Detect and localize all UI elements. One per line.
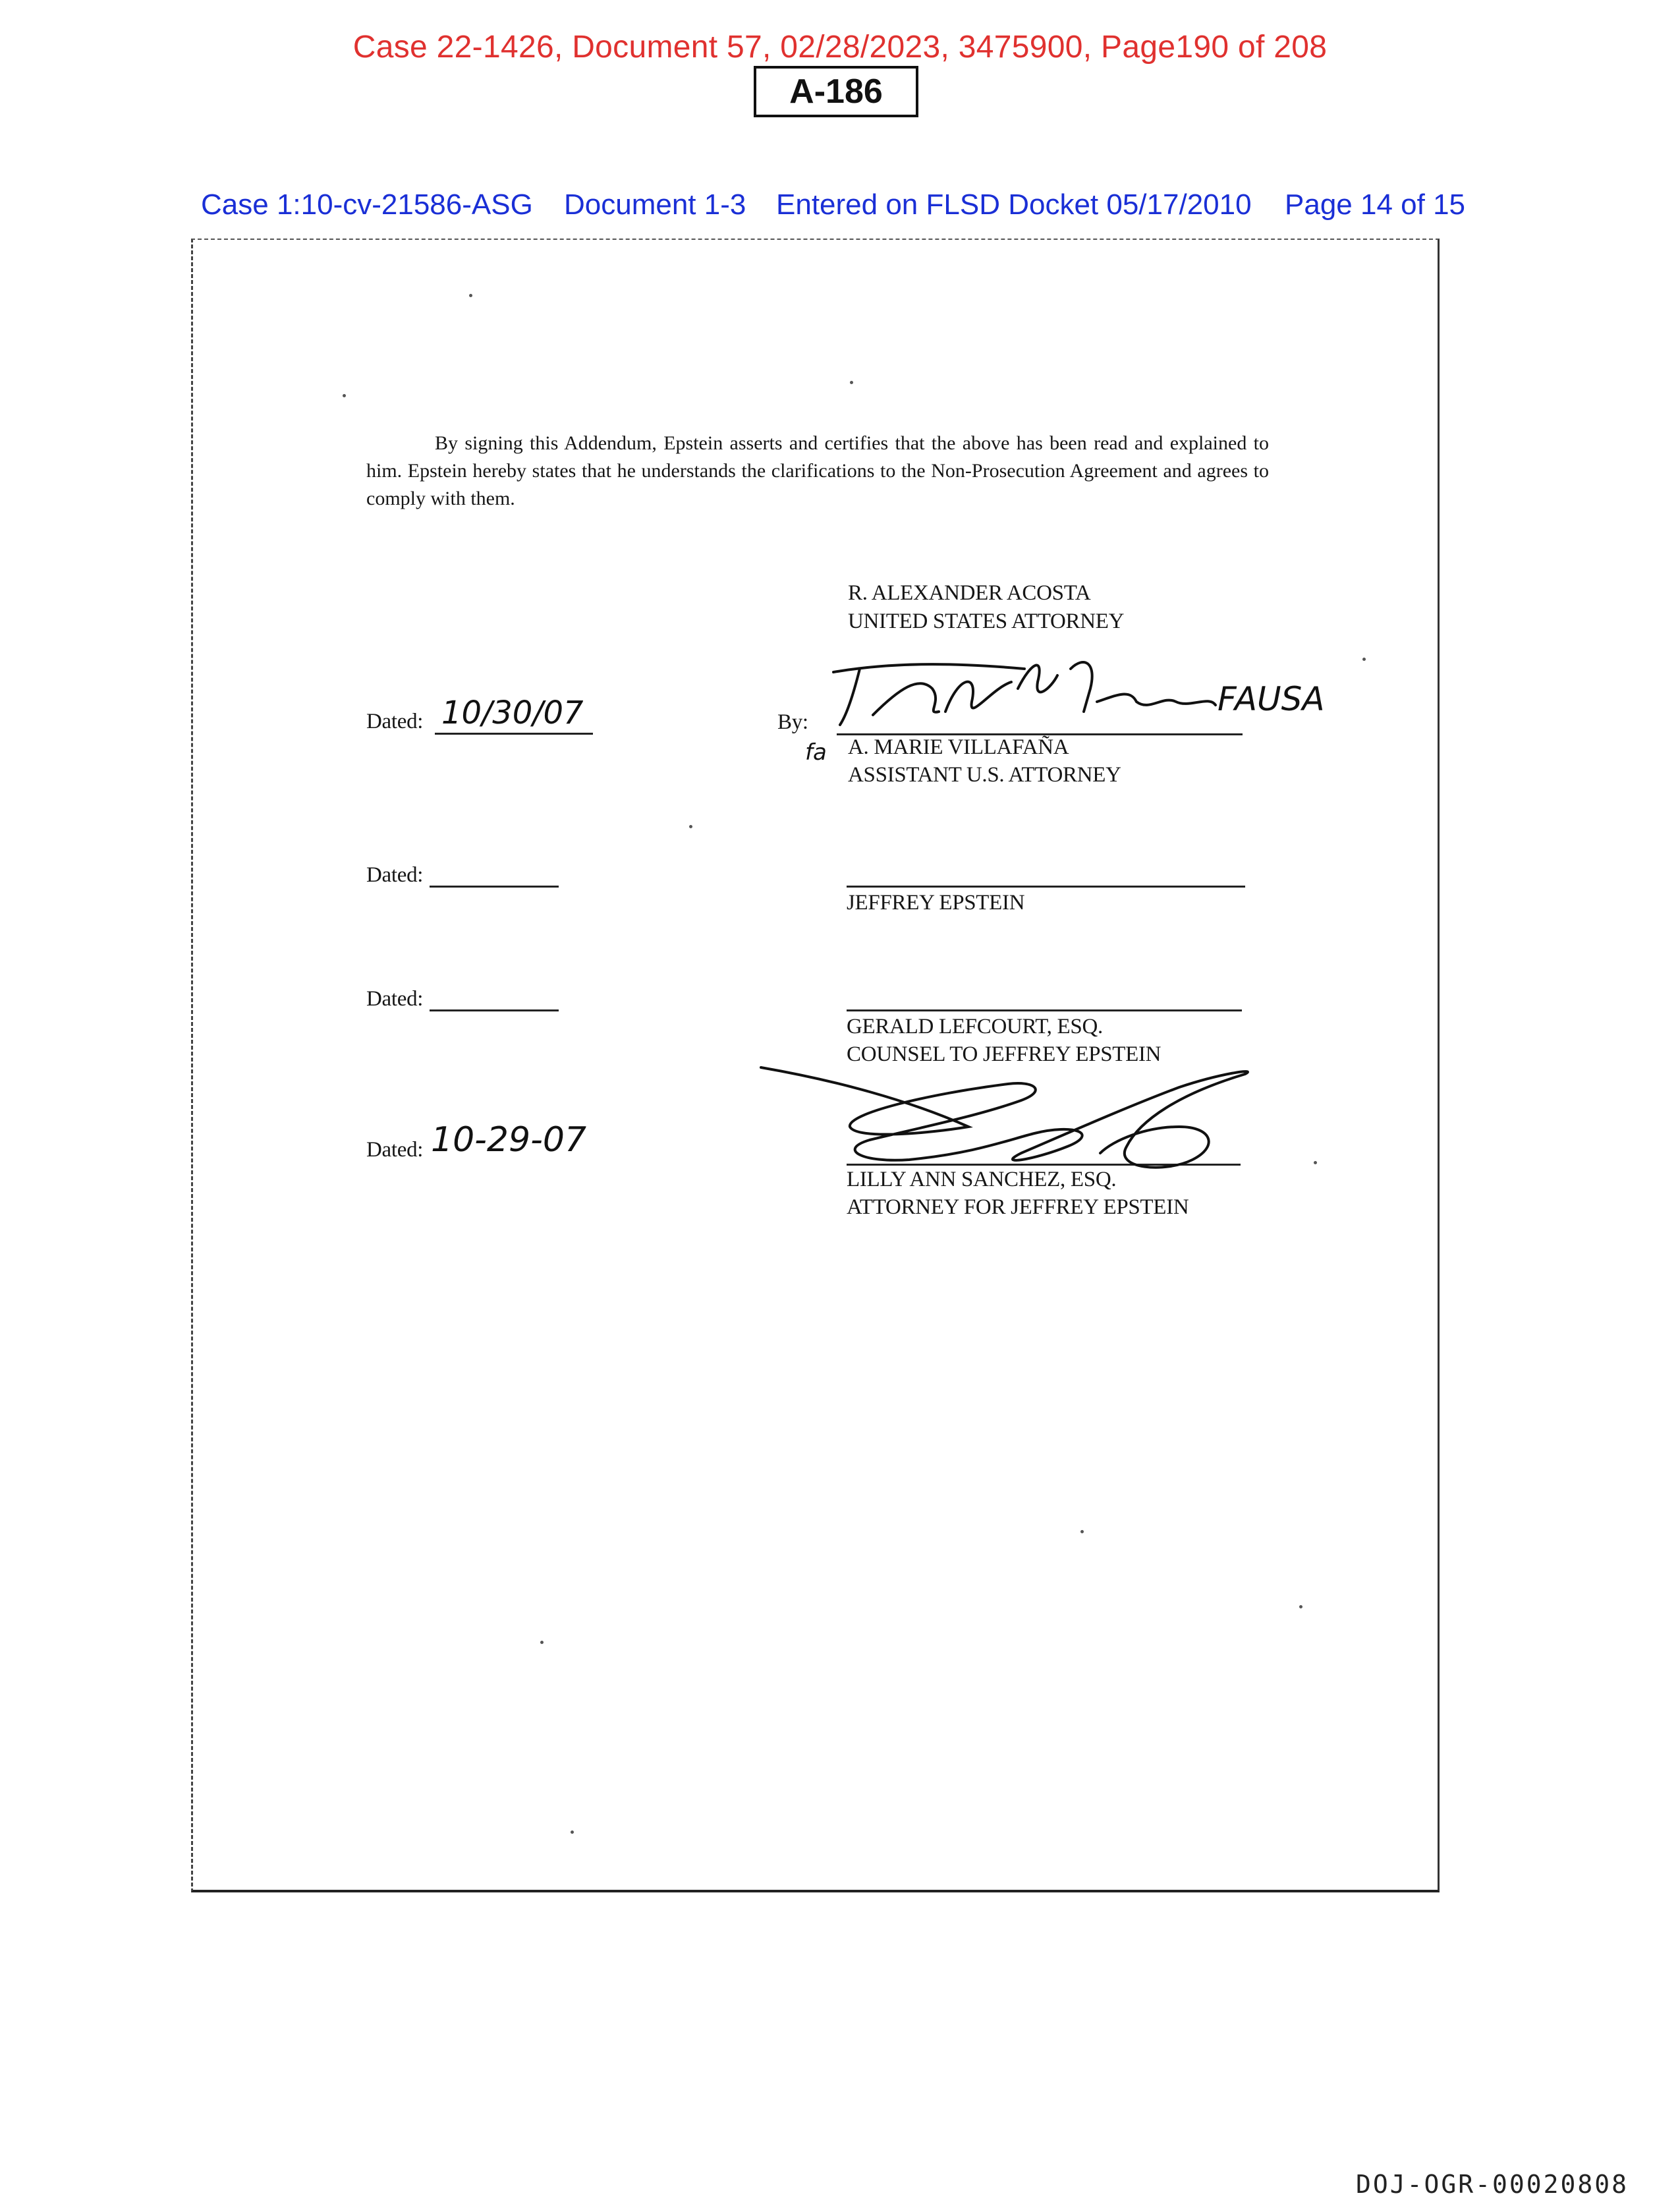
dated-label-2: Dated: [366, 863, 424, 887]
sanchez-signature [758, 1054, 1272, 1186]
docket-document: Document 1-3 [564, 188, 746, 221]
scan-speck [689, 825, 692, 828]
scan-speck [469, 294, 472, 297]
date-line-1 [435, 733, 593, 735]
date-line-2 [430, 886, 559, 888]
bates-number: DOJ-OGR-00020808 [1355, 2170, 1629, 2199]
dated-label-3: Dated: [366, 987, 424, 1011]
lefcourt-signature-line [847, 1009, 1242, 1011]
lefcourt-title: COUNSEL TO JEFFREY EPSTEIN [847, 1042, 1162, 1066]
lefcourt-name: GERALD LEFCOURT, ESQ. [847, 1015, 1103, 1038]
docket-entered: Entered on FLSD Docket 05/17/2010 [776, 188, 1252, 221]
by-label: By: [777, 710, 808, 734]
ausa-title: ASSISTANT U.S. ATTORNEY [848, 763, 1121, 787]
ausa-initials: fa [805, 739, 827, 766]
scan-speck [1362, 658, 1366, 661]
epstein-name: JEFFREY EPSTEIN [847, 891, 1025, 915]
ausa-signature-suffix: FAUSA [1218, 680, 1325, 718]
us-attorney-title: UNITED STATES ATTORNEY [848, 610, 1125, 633]
exhibit-label: A-186 [754, 66, 918, 117]
docket-case-number: Case 1:10-cv-21586-ASG [201, 188, 533, 221]
scan-speck [571, 1830, 574, 1834]
scan-speck [850, 381, 853, 384]
sanchez-title: ATTORNEY FOR JEFFREY EPSTEIN [847, 1195, 1189, 1219]
sanchez-name: LILLY ANN SANCHEZ, ESQ. [847, 1168, 1117, 1191]
docket-page: Page 14 of 15 [1285, 188, 1466, 221]
scan-speck [1314, 1161, 1317, 1164]
scan-speck [1299, 1605, 1302, 1608]
date-line-3 [430, 1009, 559, 1011]
handwritten-date-4: 10-29-07 [431, 1120, 587, 1160]
dated-label-1: Dated: [366, 710, 424, 733]
dated-label-4: Dated: [366, 1138, 424, 1162]
us-attorney-name: R. ALEXANDER ACOSTA [848, 581, 1091, 605]
handwritten-date-1: 10/30/07 [441, 695, 584, 731]
scan-speck [540, 1641, 544, 1644]
scan-speck [343, 394, 346, 397]
certification-paragraph: By signing this Addendum, Epstein asserts and certifies that the above has been read and explained to him. Epstein hereby states that he understands the clarifications to the Non-Prosecution Agreement and agrees to comply with them. [366, 432, 1269, 509]
case-header: Case 22-1426, Document 57, 02/28/2023, 3475900, Page190 of 208 [352, 30, 1328, 65]
ausa-name: A. MARIE VILLAFAÑA [848, 735, 1069, 759]
epstein-signature-line [847, 886, 1245, 888]
scan-speck [1080, 1530, 1084, 1533]
